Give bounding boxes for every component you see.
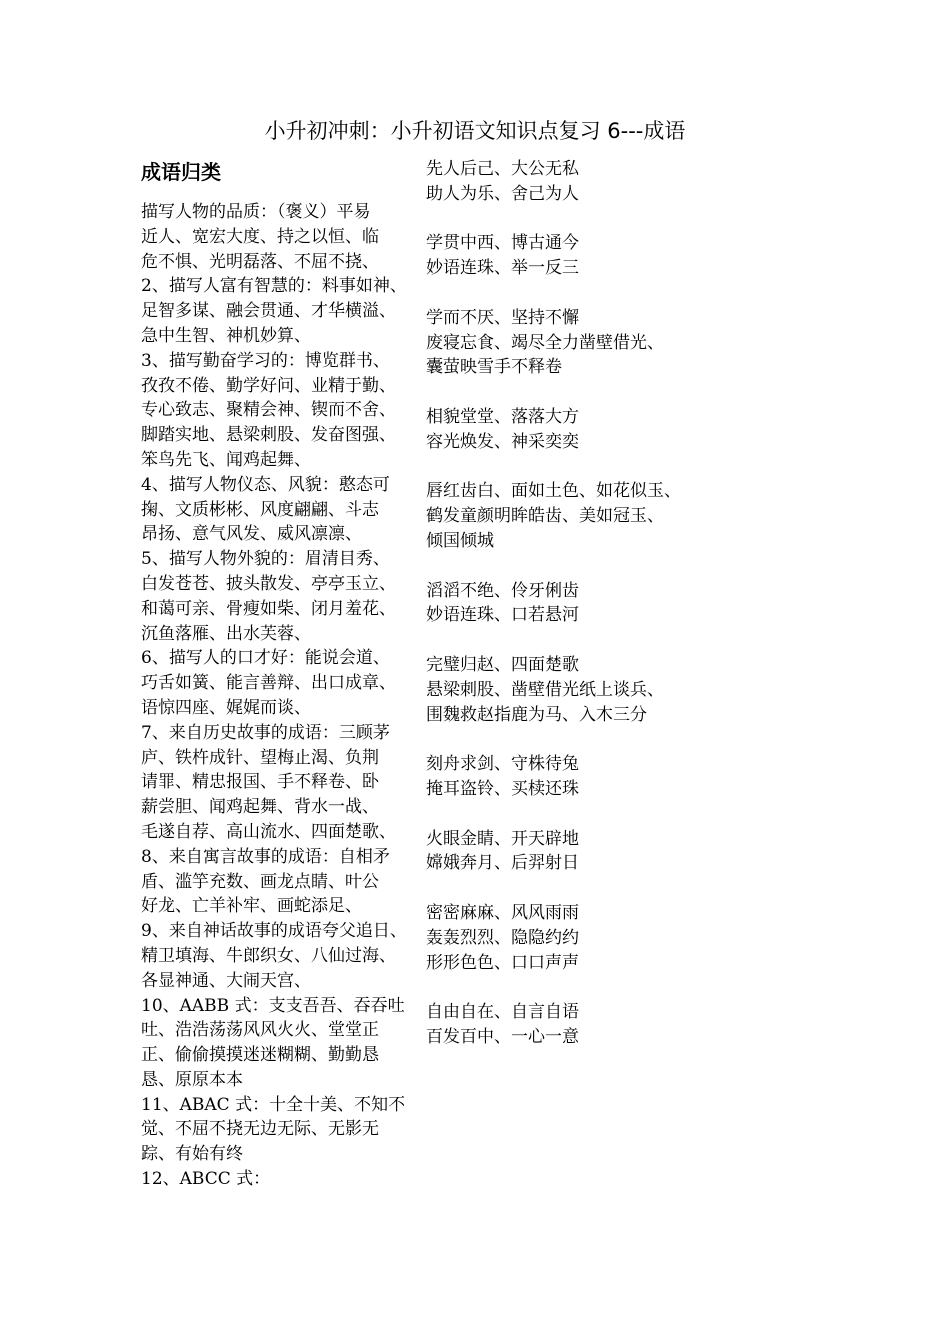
left-text-line: 白发苍苍、披头散发、亭亭玉立、 (141, 573, 396, 594)
left-text-line: 恳、原原本本 (141, 1069, 243, 1090)
left-text-line: 4、描写人物仪态、风貌：憨态可 (141, 474, 390, 495)
right-text-line: 相貌堂堂、落落大方 (426, 406, 579, 427)
left-text-line: 好龙、亡羊补牢、画蛇添足、 (141, 896, 362, 917)
left-text-line: 6、描写人的口才好：能说会道、 (141, 648, 390, 669)
right-text-line: 容光焕发、神采奕奕 (426, 431, 579, 452)
left-text-line: 觉、不屈不挠无边无际、无影无 (141, 1119, 379, 1140)
left-text-line: 踪、有始有终 (141, 1144, 243, 1165)
right-text-line: 学贯中西、博古通今 (426, 233, 579, 254)
right-text-line: 火眼金睛、开天辟地 (426, 828, 579, 849)
right-text-line: 废寝忘食、竭尽全力凿壁借光、 (426, 332, 664, 353)
right-text-line: 形形色色、口口声声 (426, 952, 579, 973)
right-spacer (426, 727, 756, 752)
left-text-line: 8、来自寓言故事的成语：自相矛 (141, 846, 390, 867)
left-text-line: 庐、铁杵成针、望梅止渴、负荆 (141, 747, 379, 768)
left-text-line: 吐、浩浩荡荡风风火火、堂堂正 (141, 1020, 379, 1041)
right-text-line: 自由自在、自言自语 (426, 1002, 579, 1023)
left-text-line: 10、AABB 式：支支吾吾、吞吞吐 (141, 995, 405, 1016)
left-text-line: 孜孜不倦、勤学好问、业精于勤、 (141, 375, 396, 396)
right-spacer (426, 975, 756, 1000)
right-text-line: 悬梁刺股、凿壁借光纸上谈兵、 (426, 679, 664, 700)
right-text-line: 百发百中、一心一意 (426, 1026, 579, 1047)
right-spacer (426, 802, 756, 827)
right-text-line: 倾国倾城 (426, 530, 494, 551)
right-spacer (426, 455, 756, 480)
section-heading: 成语归类 (141, 160, 221, 184)
right-text-line: 围魏救赵指鹿为马、入木三分 (426, 704, 647, 725)
left-text-line: 11、ABAC 式：十全十美、不知不 (141, 1094, 406, 1115)
right-spacer (426, 380, 756, 405)
document-title: 小升初冲刺：小升初语文知识点复习 6---成语 (264, 119, 686, 143)
left-text-line: 语惊四座、娓娓而谈、 (141, 697, 311, 718)
left-text-line: 近人、宽宏大度、持之以恒、临 (141, 226, 379, 247)
left-column (141, 200, 431, 1192)
left-text-line: 各显神通、大闹天宫、 (141, 970, 311, 991)
left-text-line: 5、描写人物外貌的：眉清目秀、 (141, 549, 390, 570)
left-text-line: 盾、滥竽充数、画龙点睛、叶公 (141, 871, 379, 892)
left-text-line: 专心致志、聚精会神、锲而不舍、 (141, 400, 396, 421)
left-text-line: 巧舌如簧、能言善辩、出口成章、 (141, 673, 396, 694)
left-text-line: 2、描写人富有智慧的：料事如神、 (141, 276, 407, 297)
right-text-line: 学而不厌、坚持不懈 (426, 307, 579, 328)
left-text-line: 薪尝胆、闻鸡起舞、背水一战、 (141, 797, 379, 818)
left-text-line: 描写人物的品质：（褒义）平易 (141, 202, 371, 222)
right-text-line: 鹤发童颜明眸皓齿、美如冠玉、 (426, 506, 664, 527)
right-text-line: 妙语连珠、口若悬河 (426, 605, 579, 626)
left-text-line: 昂扬、意气风发、威风凛凛、 (141, 524, 362, 545)
left-text-line: 足智多谋、融会贯通、才华横溢、 (141, 301, 396, 322)
left-text-line: 掬、文质彬彬、风度翩翩、斗志 (141, 499, 379, 520)
left-text-line: 危不惧、光明磊落、不屈不挠、 (141, 251, 379, 272)
right-spacer (426, 281, 756, 306)
right-spacer (426, 554, 756, 579)
right-text-line: 轰轰烈烈、隐隐约约 (426, 927, 579, 948)
right-spacer (426, 876, 756, 901)
right-text-line: 刻舟求剑、守株待兔 (426, 754, 579, 775)
right-text-line: 囊萤映雪手不释卷 (426, 357, 562, 378)
left-text-line: 7、来自历史故事的成语：三顾茅 (141, 722, 390, 743)
left-text-line: 12、ABCC 式： (141, 1169, 271, 1190)
left-text-line: 笨鸟先飞、闻鸡起舞、 (141, 449, 311, 470)
left-text-line: 沉鱼落雁、出水芙蓉、 (141, 623, 311, 644)
right-column (426, 157, 756, 1050)
left-text-line: 毛遂自荐、高山流水、四面楚歌、 (141, 821, 396, 842)
left-text-line: 急中生智、神机妙算、 (141, 325, 311, 346)
right-text-line: 先人后己、大公无私 (426, 159, 579, 179)
left-text-line: 脚踏实地、悬梁刺股、发奋图强、 (141, 425, 396, 446)
right-text-line: 完璧归赵、四面楚歌 (426, 654, 579, 675)
left-text-line: 请罪、精忠报国、手不释卷、卧 (141, 772, 379, 793)
right-text-line: 助人为乐、舍己为人 (426, 183, 579, 204)
left-text-line: 精卫填海、牛郎织女、八仙过海、 (141, 945, 396, 966)
right-text-line: 掩耳盗铃、买椟还珠 (426, 778, 579, 799)
right-text-line: 唇红齿白、面如土色、如花似玉、 (426, 481, 681, 502)
right-text-line: 滔滔不绝、伶牙俐齿 (426, 580, 579, 601)
left-text-line: 3、描写勤奋学习的：博览群书、 (141, 350, 390, 371)
right-spacer (426, 628, 756, 653)
right-text-line: 密密麻麻、风风雨雨 (426, 902, 579, 923)
right-text-line: 妙语连珠、举一反三 (426, 258, 579, 279)
right-spacer (426, 207, 756, 232)
left-text-line: 9、来自神话故事的成语夸父追日、 (141, 921, 407, 942)
right-text-line: 嫦娥奔月、后羿射日 (426, 853, 579, 874)
left-text-line: 正、偷偷摸摸迷迷糊糊、勤勤恳 (141, 1045, 379, 1066)
left-text-line: 和蔼可亲、骨瘦如柴、闭月羞花、 (141, 598, 396, 619)
